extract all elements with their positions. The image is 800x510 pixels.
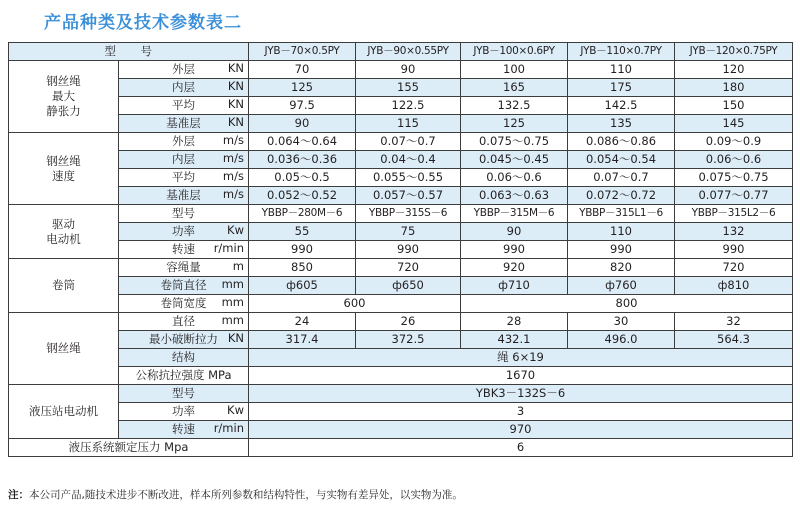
row-label: 功率 (172, 224, 195, 238)
rope-strength-value: 1670 (249, 367, 793, 385)
table-row (9, 241, 793, 259)
row-label: 卷筒直径 (160, 278, 207, 292)
row-label: 型号 (172, 206, 195, 220)
row-unit: m/s (222, 151, 244, 165)
row-label: 最小破断拉力 (149, 332, 218, 346)
speed-value-cell: 0.036～0.36 (249, 151, 356, 169)
speed-value-cell: 0.054～0.54 (568, 151, 675, 169)
table-row (9, 349, 793, 367)
row-unit: r/min (213, 241, 244, 255)
table-row (9, 151, 793, 169)
tension-value-cell: 142.5 (568, 97, 675, 115)
drum-value-cell: 850 (249, 259, 356, 277)
rope-row-label (119, 313, 249, 331)
table-row (9, 223, 793, 241)
hydraulic-power-value: 3 (249, 403, 793, 421)
tension-row-label (119, 97, 249, 115)
rope-structure-value: 绳 6×19 (249, 349, 793, 367)
tension-value-cell: 110 (568, 61, 675, 79)
table-row (9, 205, 793, 223)
table-row (9, 79, 793, 97)
hydraulic-motor-group-label: 液压站电动机 (9, 385, 119, 439)
drum-width-value-b: 800 (461, 295, 793, 313)
speed-value-cell: 0.063～0.63 (461, 187, 568, 205)
row-label: 转速 (172, 422, 195, 436)
rope-value-cell: 28 (461, 313, 568, 331)
footnote-prefix: 注： (8, 489, 29, 501)
table-row (9, 277, 793, 295)
drum-row-label (119, 277, 249, 295)
row-label: 转速 (172, 242, 195, 256)
table-row (9, 133, 793, 151)
speed-group-label: 钢丝绳 速度 (9, 133, 119, 205)
table-row (9, 403, 793, 421)
row-unit: m/s (222, 187, 244, 201)
row-label: 结构 (172, 350, 195, 364)
row-label: 功率 (172, 404, 195, 418)
speed-row-label (119, 133, 249, 151)
row-label: 内层 (172, 152, 195, 166)
speed-value-cell: 0.07～0.7 (568, 169, 675, 187)
table-row (9, 439, 793, 457)
rope-value-cell: 317.4 (249, 331, 356, 349)
motor-value-cell: 990 (675, 241, 793, 259)
tension-value-cell: 132.5 (461, 97, 568, 115)
motor-value-cell: 90 (461, 223, 568, 241)
drum-value-cell: ф605 (249, 277, 356, 295)
table-row (9, 187, 793, 205)
row-unit: m/s (222, 169, 244, 183)
speed-value-cell: 0.075～0.75 (461, 133, 568, 151)
tension-value-cell: 115 (356, 115, 461, 133)
hydraulic-model-label (119, 385, 249, 403)
system-pressure-label (9, 439, 249, 457)
row-label: 型号 (172, 386, 195, 400)
rope-value-cell: 30 (568, 313, 675, 331)
model-header-cell: JYB－90×0.55PY (356, 43, 461, 61)
tension-value-cell: 165 (461, 79, 568, 97)
tension-value-cell: 125 (461, 115, 568, 133)
motor-value-cell: 55 (249, 223, 356, 241)
tension-value-cell: 100 (461, 61, 568, 79)
motor-value-cell: 110 (568, 223, 675, 241)
table-row (9, 169, 793, 187)
model-header-cell: JYB－70×0.5PY (249, 43, 356, 61)
table-row (9, 97, 793, 115)
tension-value-cell: 90 (249, 115, 356, 133)
row-unit: m (232, 259, 244, 273)
motor-value-cell: YBBP－315L1－6 (568, 205, 675, 223)
row-label: 基准层 (166, 188, 201, 202)
table-row (9, 43, 793, 61)
motor-group-label: 驱动 电动机 (9, 205, 119, 259)
speed-row-label (119, 151, 249, 169)
motor-value-cell: YBBP－315M－6 (461, 205, 568, 223)
model-header-cell: JYB－120×0.75PY (675, 43, 793, 61)
tension-value-cell: 145 (675, 115, 793, 133)
row-unit: KN (227, 115, 244, 129)
table-row (9, 295, 793, 313)
tension-value-cell: 125 (249, 79, 356, 97)
row-label: 卷筒宽度 (160, 296, 207, 310)
footnote (8, 487, 463, 502)
rope-value-cell: 32 (675, 313, 793, 331)
row-label: 容绳量 (166, 260, 201, 274)
drum-value-cell: ф710 (461, 277, 568, 295)
speed-value-cell: 0.055～0.55 (356, 169, 461, 187)
row-label: 内层 (172, 80, 195, 94)
speed-value-cell: 0.06～0.6 (675, 151, 793, 169)
speed-value-cell: 0.057～0.57 (356, 187, 461, 205)
motor-value-cell: 990 (568, 241, 675, 259)
tension-value-cell: 90 (356, 61, 461, 79)
drum-value-cell: 920 (461, 259, 568, 277)
rope-group-label: 钢丝绳 (9, 313, 119, 385)
drum-value-cell: ф760 (568, 277, 675, 295)
rope-value-cell: 372.5 (356, 331, 461, 349)
drum-value-cell: 720 (356, 259, 461, 277)
speed-value-cell: 0.05～0.5 (249, 169, 356, 187)
tension-value-cell: 175 (568, 79, 675, 97)
speed-row-label (119, 169, 249, 187)
drum-value-cell: ф650 (356, 277, 461, 295)
rope-row-label (119, 331, 249, 349)
row-unit: m/s (222, 133, 244, 147)
model-header-label: 型 号 (9, 43, 249, 61)
table-row (9, 259, 793, 277)
row-unit: mm (221, 295, 244, 309)
tension-row-label (119, 115, 249, 133)
drum-width-value-a: 600 (249, 295, 461, 313)
row-label: 直径 (172, 314, 195, 328)
row-unit: KN (227, 79, 244, 93)
row-unit: mm (221, 277, 244, 291)
hydraulic-model-value: YBK3－132S－6 (249, 385, 793, 403)
tension-value-cell: 180 (675, 79, 793, 97)
speed-value-cell: 0.077～0.77 (675, 187, 793, 205)
tension-value-cell: 135 (568, 115, 675, 133)
tension-value-cell: 155 (356, 79, 461, 97)
motor-value-cell: 990 (249, 241, 356, 259)
row-unit: r/min (213, 421, 244, 435)
row-label: 平均 (172, 170, 195, 184)
rope-strength-label (119, 367, 249, 385)
row-label: 液压系统额定压力 Mpa (68, 440, 189, 454)
tension-value-cell: 122.5 (356, 97, 461, 115)
row-unit: KN (227, 97, 244, 111)
model-header-cell: JYB－110×0.7PY (568, 43, 675, 61)
row-label: 平均 (172, 98, 195, 112)
table-row (9, 61, 793, 79)
rope-structure-label (119, 349, 249, 367)
table-row (9, 385, 793, 403)
drum-row-label (119, 259, 249, 277)
motor-row-label (119, 223, 249, 241)
row-unit: KN (227, 331, 244, 345)
drum-value-cell: 720 (675, 259, 793, 277)
row-label: 外层 (172, 62, 195, 76)
tension-row-label (119, 61, 249, 79)
motor-value-cell: 132 (675, 223, 793, 241)
motor-value-cell: 75 (356, 223, 461, 241)
rope-value-cell: 26 (356, 313, 461, 331)
tension-group-label: 钢丝绳 最大 静张力 (9, 61, 119, 133)
speed-value-cell: 0.07～0.7 (356, 133, 461, 151)
speed-value-cell: 0.064～0.64 (249, 133, 356, 151)
table-row (9, 367, 793, 385)
speed-row-label (119, 187, 249, 205)
tension-value-cell: 120 (675, 61, 793, 79)
row-unit: mm (221, 313, 244, 327)
speed-value-cell: 0.045～0.45 (461, 151, 568, 169)
row-unit: Kw (227, 403, 244, 417)
motor-row-label (119, 241, 249, 259)
tension-value-cell: 150 (675, 97, 793, 115)
speed-value-cell: 0.072～0.72 (568, 187, 675, 205)
table-row (9, 115, 793, 133)
row-unit: KN (227, 61, 244, 75)
rope-value-cell: 496.0 (568, 331, 675, 349)
model-header-cell: JYB－100×0.6PY (461, 43, 568, 61)
row-label: 公称抗拉强度 MPa (135, 368, 232, 382)
speed-value-cell: 0.052～0.52 (249, 187, 356, 205)
row-label: 基准层 (166, 116, 201, 130)
speed-value-cell: 0.086～0.86 (568, 133, 675, 151)
motor-value-cell: YBBP－280M－6 (249, 205, 356, 223)
table-row (9, 421, 793, 439)
row-unit: Kw (227, 223, 244, 237)
page-title: 产品种类及技术参数表二 (44, 13, 242, 33)
rope-value-cell: 432.1 (461, 331, 568, 349)
motor-value-cell: 990 (356, 241, 461, 259)
hydraulic-rpm-label (119, 421, 249, 439)
table-row (9, 331, 793, 349)
table-row (9, 313, 793, 331)
tension-row-label (119, 79, 249, 97)
footnote-text: 本公司产品,随技术进步不断改进，样本所列参数和结构特性，与实物有差异处，以实物为准。 (29, 489, 463, 501)
tension-value-cell: 70 (249, 61, 356, 79)
system-pressure-value: 6 (249, 439, 793, 457)
tension-value-cell: 97.5 (249, 97, 356, 115)
rope-value-cell: 564.3 (675, 331, 793, 349)
hydraulic-rpm-value: 970 (249, 421, 793, 439)
motor-value-cell: 990 (461, 241, 568, 259)
drum-value-cell: ф810 (675, 277, 793, 295)
motor-value-cell: YBBP－315S－6 (356, 205, 461, 223)
motor-row-label (119, 205, 249, 223)
motor-value-cell: YBBP－315L2－6 (675, 205, 793, 223)
spec-table (8, 42, 793, 457)
drum-value-cell: 820 (568, 259, 675, 277)
speed-value-cell: 0.06～0.6 (461, 169, 568, 187)
speed-value-cell: 0.075～0.75 (675, 169, 793, 187)
hydraulic-power-label (119, 403, 249, 421)
speed-value-cell: 0.04～0.4 (356, 151, 461, 169)
rope-value-cell: 24 (249, 313, 356, 331)
drum-group-label: 卷筒 (9, 259, 119, 313)
speed-value-cell: 0.09～0.9 (675, 133, 793, 151)
row-label: 外层 (172, 134, 195, 148)
drum-width-label (119, 295, 249, 313)
